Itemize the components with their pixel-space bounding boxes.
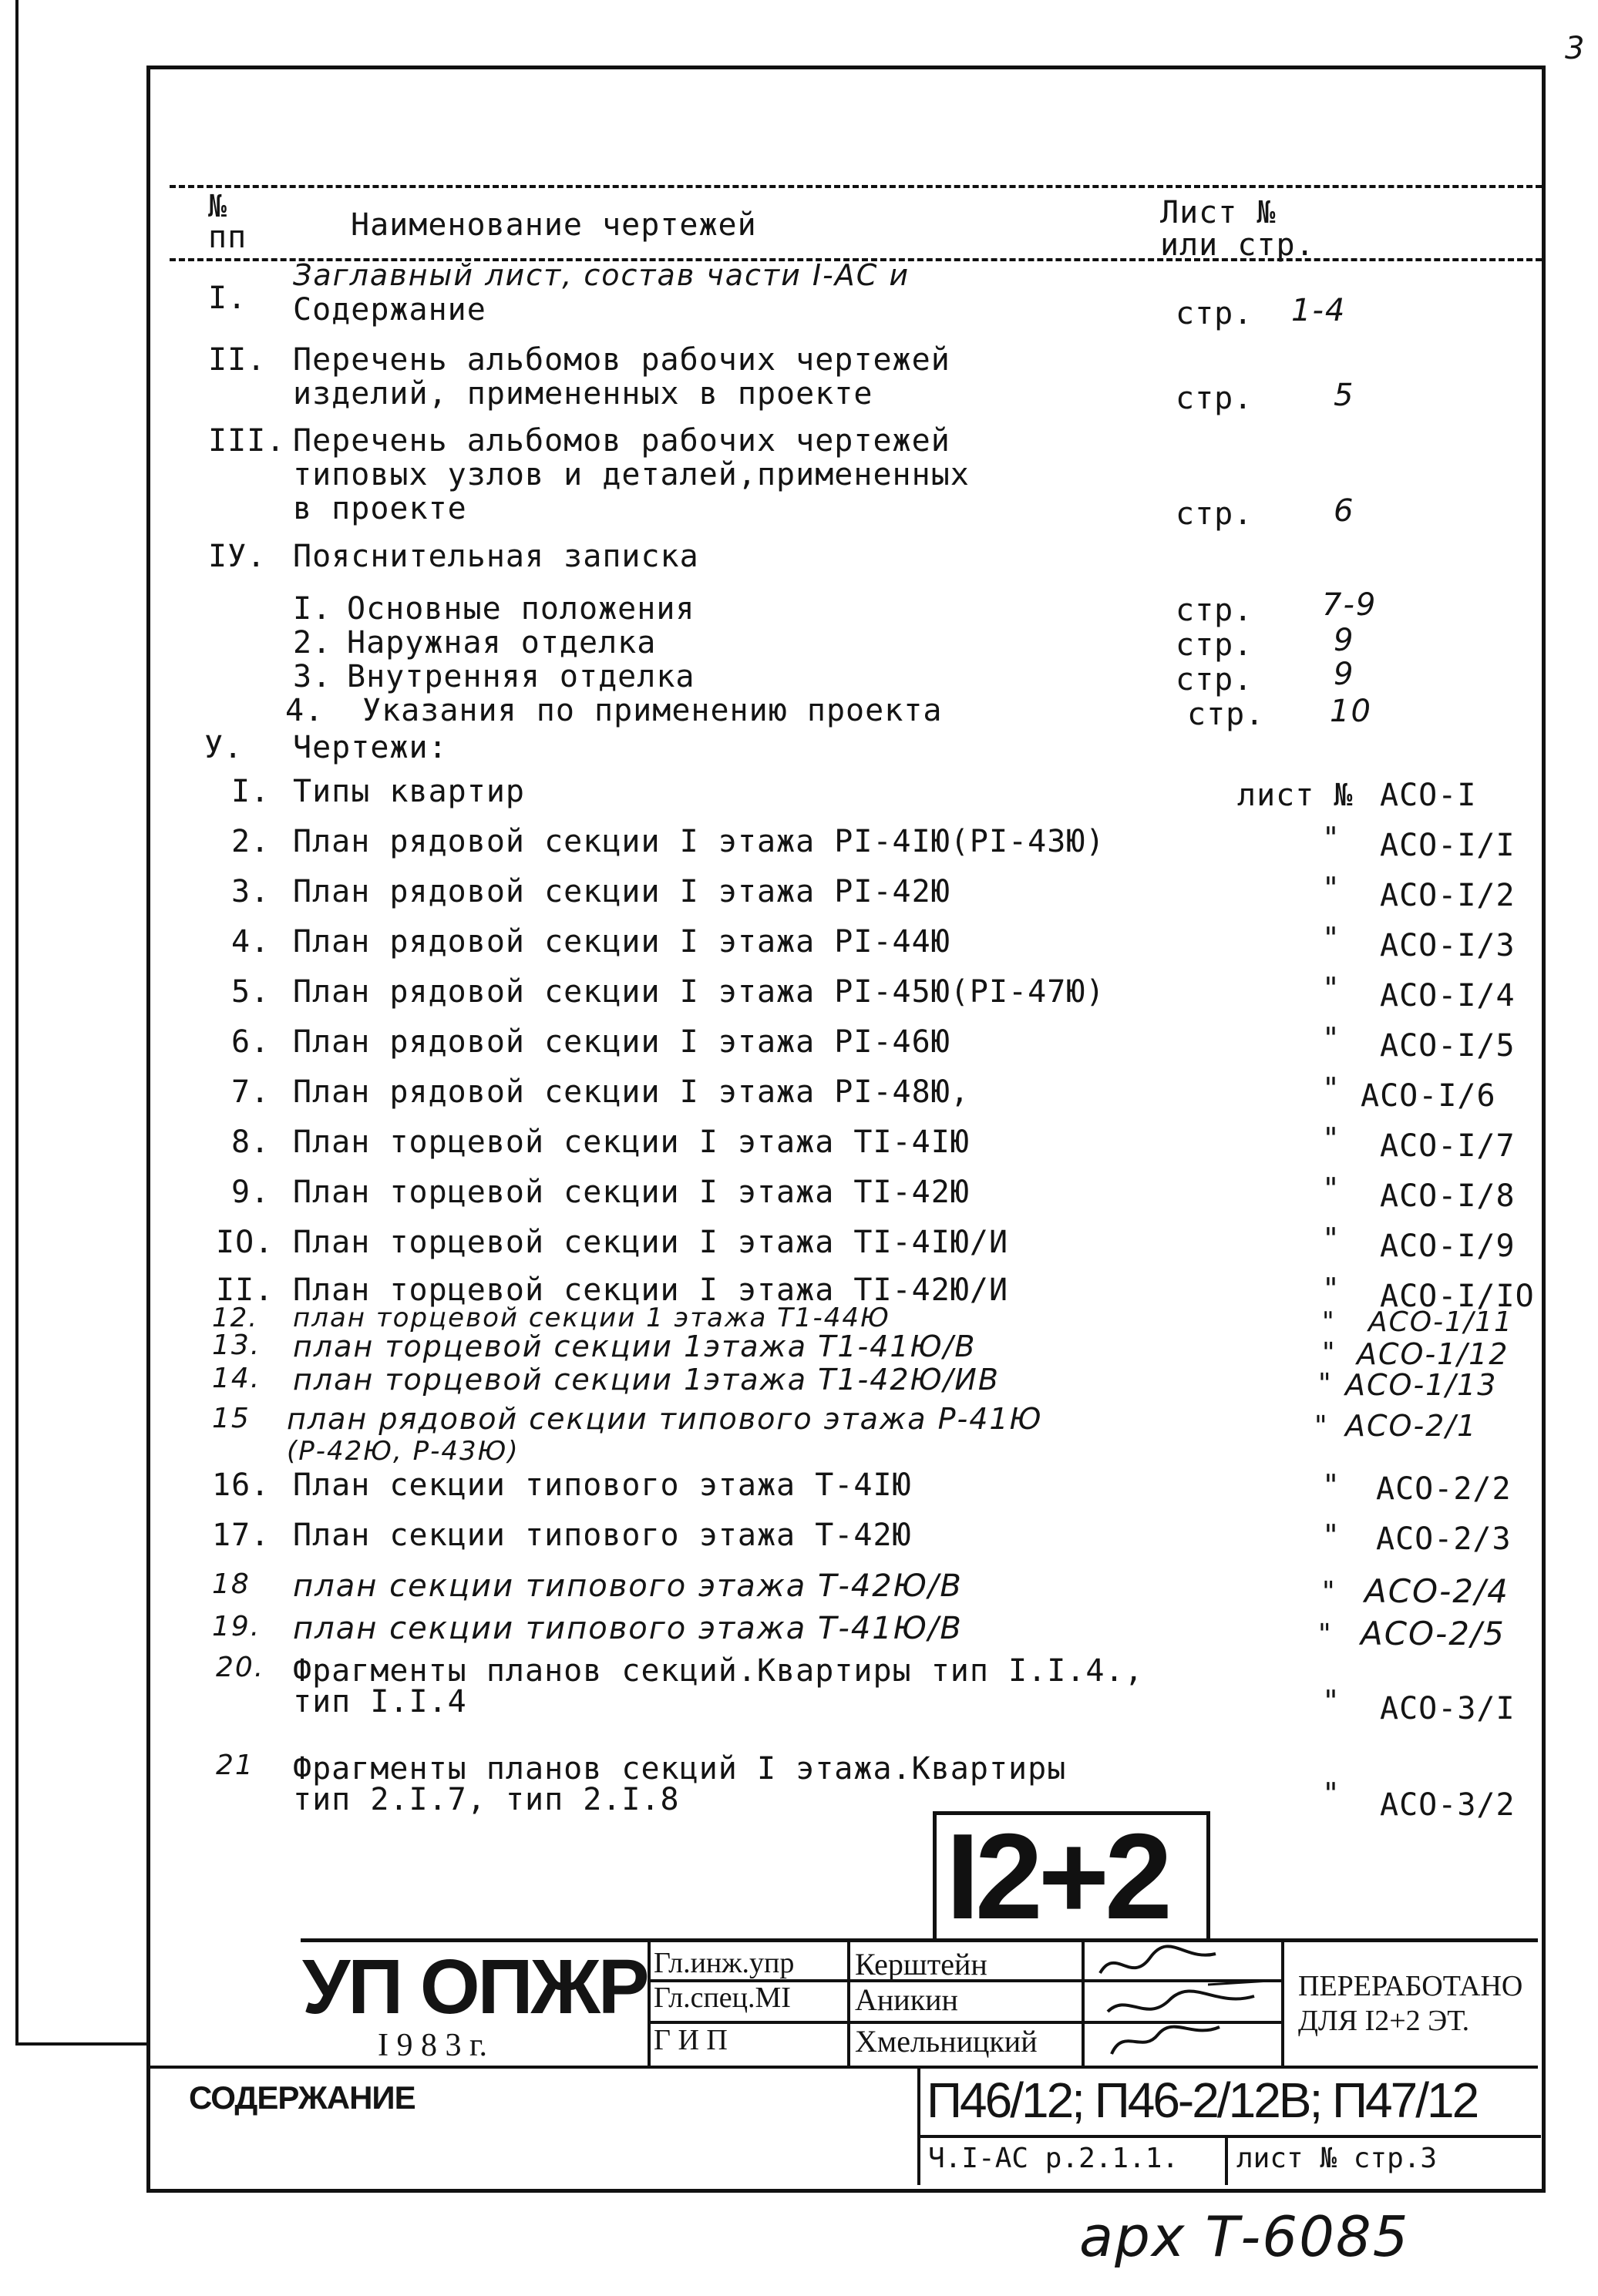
part-label: Ч.I-АС р.2.1.1. (928, 2143, 1179, 2174)
list-item-mark: " (1322, 821, 1341, 855)
list-item-num: 18 (212, 1568, 251, 1600)
role-item: Гл.спец.МI (654, 1982, 791, 2014)
list-item-code: АСО-3/I (1380, 1691, 1516, 1726)
list-item-mark: " (1318, 1368, 1333, 1400)
list-item-code: АСО-I/7 (1380, 1128, 1516, 1164)
list-item-mark: " (1318, 1619, 1333, 1650)
list-item-code: АСО-I/3 (1380, 928, 1516, 963)
list-item-title: План секции типового этажа Т-42Ю (293, 1518, 912, 1553)
list-item-code: АСО-I/4 (1380, 978, 1516, 1014)
floors-stamp (933, 1809, 1210, 1945)
section-page: 6 (1334, 493, 1355, 529)
list-item-num: 5. (231, 974, 271, 1010)
header-num-label (208, 191, 247, 253)
list-item-code: АСО-1/11 (1368, 1306, 1513, 1338)
subitem-num: 2. (293, 625, 332, 661)
list-item-title: план секции типового этажа Т-41Ю/В (293, 1611, 963, 1646)
list-item-mark: " (1322, 1468, 1341, 1502)
list-item-title: Типы квартир (293, 774, 525, 809)
note-cell (1284, 1938, 1538, 2066)
list-item-title-line: Фрагменты планов секций.Квартиры тип I.I.4., (293, 1653, 1144, 1689)
subitem-title: Основные положения (347, 591, 695, 627)
list-item-title (293, 1753, 1066, 1815)
list-item-num: 6. (231, 1024, 271, 1060)
list-item-title: План рядовой секции I этажа PI-45Ю(PI-47Ю) (293, 974, 1105, 1010)
note-line: ПЕРЕРАБОТАНО (1298, 1970, 1523, 2002)
list-item-code: АСО-I/5 (1380, 1028, 1516, 1064)
list-item-mark: " (1322, 1306, 1336, 1337)
list-item-num: 4. (231, 924, 271, 960)
name-item: Хмельницкий (855, 2024, 1038, 2059)
list-item-code: АСО-2/3 (1376, 1521, 1512, 1557)
subitem-title: Наружная отделка (347, 625, 657, 661)
list-item-mark: лист № (1237, 778, 1354, 813)
header-name-label: Наименование чертежей (351, 207, 757, 243)
list-item-num: 9. (231, 1175, 271, 1210)
list-item-num: IO. (216, 1225, 274, 1260)
subitem-title: Указания по применению проекта (362, 693, 943, 728)
list-item-title-line: Фрагменты планов секций I этажа.Квартиры (293, 1751, 1067, 1787)
list-item-title (293, 1653, 1144, 1719)
list-item-title: План рядовой секции I этажа PI-46Ю (293, 1024, 950, 1060)
list-item-mark: " (1322, 921, 1341, 955)
list-item-num: 2. (231, 824, 271, 859)
list-item-title-line: план рядовой секции типового этажа Р-41Ю (287, 1402, 1043, 1436)
list-item-code: АСО-1/13 (1345, 1368, 1498, 1402)
subitem-page: 7-9 (1322, 587, 1378, 623)
section-title: Пояснительная записка (293, 539, 699, 574)
archive-note: арх Т-6085 (1079, 2204, 1410, 2269)
list-item-num: 16. (212, 1467, 271, 1503)
signatures-cell (1085, 1938, 1284, 2066)
list-item-mark: " (1322, 1337, 1337, 1369)
list-item-mark: " (1322, 1777, 1341, 1810)
section-title: Содержание (293, 292, 486, 328)
list-item-title: План рядовой секции I этажа PI-44Ю (293, 924, 950, 960)
subitem-page: 10 (1330, 694, 1372, 729)
subitem-ref: стр. (1176, 662, 1253, 698)
section-num: II. (208, 342, 267, 378)
subitem-num: 4. (285, 693, 325, 728)
subitem-title: Внутренняя отделка (347, 659, 695, 694)
list-item-title: План торцевой секции I этажа TI-42Ю/И (293, 1272, 1009, 1308)
header-sheet-label (1160, 197, 1315, 261)
org-name: УП ОПЖР (302, 1944, 648, 2030)
header-sheet-line2: или стр. (1160, 227, 1315, 263)
org-cell (301, 1938, 651, 2066)
name-item: Аникин (855, 1982, 958, 2017)
sheet-label: лист № стр.3 (1236, 2143, 1438, 2174)
header-num-line1: № (208, 189, 228, 224)
section-num: IУ. (208, 539, 267, 574)
section-title-line: Перечень альбомов рабочих чертежей (293, 342, 950, 378)
part-divider (1225, 2135, 1228, 2185)
floors-stamp-text: I2+2 (946, 1809, 1168, 1945)
list-item-code: АСО-I/8 (1380, 1178, 1516, 1214)
name-item: Керштейн (855, 1947, 987, 1982)
list-item-code: АСО-3/2 (1380, 1787, 1516, 1823)
list-item-mark: " (1322, 1071, 1341, 1105)
section-num: I. (208, 281, 247, 316)
section-title (293, 424, 970, 526)
section-title (293, 343, 950, 411)
role-item: Г И П (654, 2024, 728, 2056)
subitem-page: 9 (1334, 623, 1355, 658)
list-item-num: I. (231, 774, 271, 809)
list-item-num: 17. (212, 1518, 271, 1553)
list-item-title: план торцевой секции 1 этажа Т1-44Ю (293, 1303, 890, 1333)
section-num: III. (208, 423, 286, 459)
drawings-num: У. (204, 730, 244, 765)
subitem-ref: стр. (1187, 697, 1265, 732)
list-item-title: план торцевой секции 1этажа Т1-42Ю/ИВ (293, 1363, 1000, 1397)
list-item-code: АСО-I/9 (1380, 1229, 1516, 1264)
list-item-code: АСО-I/IO (1380, 1279, 1535, 1314)
list-item-title-line: тип I.I.4 (293, 1684, 467, 1719)
list-item-title-line: тип 2.I.7, тип 2.I.8 (293, 1782, 680, 1817)
section-page: 1-4 (1291, 293, 1347, 328)
list-item-code: АСО-I/6 (1361, 1078, 1496, 1114)
list-item-num: 8. (231, 1124, 271, 1160)
document-title: СОДЕРЖАНИЕ (189, 2079, 415, 2116)
codes-cell (917, 2066, 1541, 2185)
list-item-code: АСО-1/12 (1357, 1337, 1509, 1371)
subitem-page: 9 (1334, 657, 1355, 692)
list-item-title: План рядовой секции I этажа PI-42Ю (293, 874, 950, 909)
list-item-title (287, 1403, 1043, 1467)
header-sheet-line1: Лист № (1160, 195, 1277, 230)
list-item-code: АСО-2/2 (1376, 1471, 1512, 1507)
list-item-mark: " (1322, 1684, 1341, 1718)
list-item-mark: " (1322, 1518, 1341, 1552)
section-page: 5 (1334, 378, 1355, 413)
note-line: ДЛЯ I2+2 ЭТ. (1298, 2005, 1470, 2037)
header-num-line2: пп (208, 220, 247, 255)
list-item-code: АСО-2/1 (1345, 1409, 1478, 1443)
list-item-title-line: (Р-42Ю, Р-43Ю) (287, 1436, 520, 1467)
subitem-num: I. (293, 591, 332, 627)
section-handwritten-note: Заглавный лист, состав части I-АС и (293, 258, 910, 292)
signatures-icon (1085, 1938, 1281, 2066)
signature-stroke-1 (1100, 1946, 1216, 1973)
list-item-mark: " (1322, 1172, 1341, 1205)
signature-stroke-2 (1108, 1992, 1254, 2012)
section-ref: стр. (1176, 381, 1253, 416)
list-item-title: план секции типового этажа Т-42Ю/В (293, 1568, 963, 1604)
list-item-mark: " (1322, 1272, 1341, 1306)
list-item-title: План торцевой секции I этажа TI-4IЮ (293, 1124, 970, 1160)
list-item-mark: " (1322, 1021, 1341, 1055)
list-item-mark: " (1322, 1121, 1341, 1155)
list-item-num: 19. (212, 1611, 261, 1642)
list-item-num: 13. (212, 1330, 261, 1361)
signature-stroke-3 (1112, 2027, 1220, 2054)
list-item-title: План секции типового этажа Т-4IЮ (293, 1467, 912, 1503)
section-title-line: в проекте (293, 491, 467, 526)
list-item-title: План рядовой секции I этажа PI-4IЮ(PI-43Ю) (293, 824, 1105, 859)
corner-page-mark: 3 (1565, 31, 1586, 66)
role-item: Гл.инж.упр (654, 1947, 795, 1979)
signature-stroke-4 (1208, 1981, 1270, 1985)
list-item-num: 12. (212, 1303, 259, 1333)
list-item-code: АСО-2/4 (1364, 1572, 1509, 1610)
list-item-code: АСО-I/2 (1380, 878, 1516, 913)
project-codes: П46/12; П46-2/12В; П47/12 (927, 2072, 1478, 2128)
header-top-rule (170, 185, 1542, 188)
list-item-code: АСО-I/I (1380, 828, 1516, 863)
list-item-mark: " (1314, 1410, 1329, 1442)
section-title-line: Перечень альбомов рабочих чертежей (293, 423, 950, 459)
roles-cell (651, 1938, 850, 2066)
list-item-num: 15 (212, 1403, 251, 1434)
list-item-num: 3. (231, 874, 271, 909)
section-ref: стр. (1176, 496, 1253, 532)
subitem-ref: стр. (1176, 627, 1253, 663)
section-title-line: изделий, примененных в проекте (293, 376, 873, 412)
binding-line (15, 2042, 146, 2046)
list-item-mark: " (1322, 1222, 1341, 1256)
list-item-num: 14. (212, 1363, 261, 1394)
list-item-num: 21 (216, 1750, 254, 1781)
subitem-ref: стр. (1176, 593, 1253, 628)
list-item-code: АСО-I (1380, 778, 1477, 813)
list-item-num: II. (216, 1272, 274, 1308)
codes-row-line (920, 2135, 1541, 2138)
subitem-num: 3. (293, 659, 332, 694)
list-item-mark: " (1322, 971, 1341, 1005)
list-item-mark: " (1322, 871, 1341, 905)
list-item-title: План торцевой секции I этажа TI-42Ю (293, 1175, 970, 1210)
drawings-title: Чертежи: (293, 730, 448, 765)
list-item-title: План рядовой секции I этажа PI-48Ю, (293, 1074, 970, 1110)
org-year: I 9 8 3 г. (378, 2028, 487, 2063)
list-item-code: АСО-2/5 (1361, 1615, 1505, 1652)
list-item-num: 7. (231, 1074, 271, 1110)
section-ref: стр. (1176, 296, 1253, 331)
names-cell (850, 1938, 1085, 2066)
left-margin-line (15, 0, 19, 2042)
list-item-title: План торцевой секции I этажа TI-4IЮ/И (293, 1225, 1009, 1260)
list-item-mark: " (1322, 1576, 1337, 1608)
list-item-title: план торцевой секции 1этажа Т1-41Ю/В (293, 1330, 977, 1363)
section-title-line: типовых узлов и деталей,примененных (293, 457, 970, 492)
list-item-num: 20. (216, 1652, 265, 1683)
